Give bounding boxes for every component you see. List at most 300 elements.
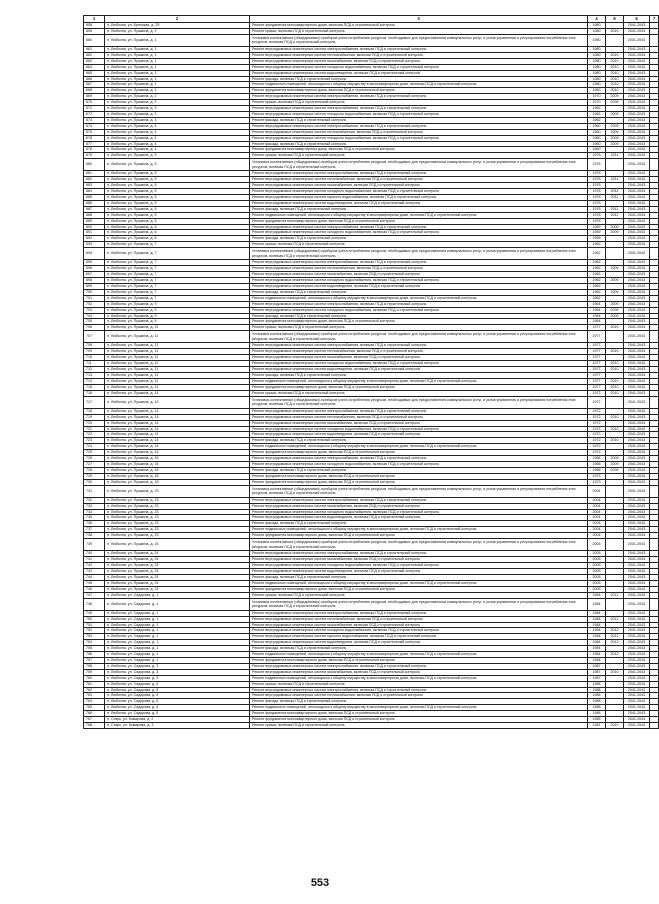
table-cell: 2041-2043: [624, 414, 650, 420]
table-cell: 717: [84, 396, 105, 408]
table-cell: 2010: [606, 384, 624, 390]
table-cell: п. Любохна, ул. Пушкина, д. 9: [105, 319, 250, 325]
table-cell: п. Любохна, ул. Сидорова, д. 1: [105, 592, 250, 598]
table-cell: п. Любохна, ул. Пушкина, д. 6: [105, 236, 250, 242]
table-cell: 664: [84, 64, 105, 70]
table-cell: Ремонт внутридомовых инженерных систем теплоснабжения, включая ПСД и строительный контроль: [250, 52, 588, 58]
table-cell: п. Любохна, ул. Сидорова, д. 3: [105, 675, 250, 681]
table-cell: 2004: [588, 521, 606, 527]
table-cell: 2041-2043: [624, 479, 650, 485]
table-cell: 2041-2043: [624, 722, 650, 728]
table-cell: 686: [84, 200, 105, 206]
table-cell: 719: [84, 414, 105, 420]
table-cell: 1976: [588, 153, 606, 159]
table-cell: [650, 34, 659, 46]
table-cell: п. Любохна, ул. Сидорова, д. 5: [105, 711, 250, 717]
table-row: [84, 248, 659, 260]
table-cell: п. Любохна, ул. Пушкина, д. 14: [105, 426, 250, 432]
table-cell: п. Любохна, ул. Пушкина, д. 23: [105, 533, 250, 539]
table-cell: 2010: [606, 58, 624, 64]
table-cell: 1972: [588, 390, 606, 396]
table-cell: [606, 159, 624, 171]
table-cell: 1962: [588, 242, 606, 248]
table-cell: 1988: [588, 681, 606, 687]
table-cell: 707: [84, 331, 105, 343]
table-cell: 1966: [588, 467, 606, 473]
table-cell: Ремонт подвальных помещений, относящихся к общему имуществу в многоквартирном доме, включая ПСД и строительный контроль: [250, 527, 588, 533]
table-cell: п. Любохна, ул. Пушкина, д. 7: [105, 248, 250, 260]
table-cell: 752: [84, 628, 105, 634]
table-cell: Ремонт внутридомовых инженерных систем электроснабжения, включая ПСД и строительный контроль: [250, 610, 588, 616]
table-cell: 1976: [588, 218, 606, 224]
table-cell: 2041-2043: [624, 497, 650, 503]
table-cell: Ремонт внутридомовых инженерных систем теплоснабжения, включая ПСД и строительный контроль: [250, 266, 588, 272]
table-cell: п. Любохна, ул. Сидорова, д. 1: [105, 622, 250, 628]
table-cell: п. Любохна, ул. Сидорова, д. 1: [105, 598, 250, 610]
table-cell: Ремонт фасада, включая ПСД и строительный контроль: [250, 372, 588, 378]
table-cell: п. Любохна, ул. Сидорова, д. 5: [105, 693, 250, 699]
table-cell: 1962: [588, 266, 606, 272]
table-cell: п. Любохна, ул. Пушкина, д. 3: [105, 111, 250, 117]
table-row: [84, 598, 659, 610]
table-cell: п. Любохна, ул. Пушкина, д. 5: [105, 206, 250, 212]
table-cell: 750: [84, 616, 105, 622]
table-cell: Ремонт внутридомовых инженерных систем электроснабжения, включая ПСД и строительный контроль: [250, 47, 588, 53]
table-cell: 2041-2043: [624, 242, 650, 248]
table-cell: п. Любохна, ул. Пушкина, д. 1: [105, 70, 250, 76]
table-cell: 2041-2043: [624, 82, 650, 88]
table-cell: 718: [84, 408, 105, 414]
table-cell: Ремонт внутридомовых инженерных систем холодного водоснабжения, включая ПСД и строительный контроль: [250, 563, 588, 569]
table-cell: Ремонт подвальных помещений, относящихся к общему имуществу в многоквартирном доме, включая ПСД и строительный контроль: [250, 212, 588, 218]
table-cell: п. Любохна, ул. Пушкина, д. 24: [105, 569, 250, 575]
table-cell: п. Любохна, ул. Пушкина, д. 11: [105, 343, 250, 349]
table-cell: п. Любохна, ул. Пушкина, д. 23: [105, 509, 250, 515]
table-cell: 755: [84, 646, 105, 652]
table-cell: 756: [84, 652, 105, 658]
table-cell: 693: [84, 242, 105, 248]
table-cell: п. Любохна, ул. Пушкина, д. 1: [105, 88, 250, 94]
table-cell: 2041-2043: [624, 117, 650, 123]
table-cell: 1987: [588, 663, 606, 669]
table-cell: п. Любохна, ул. Пушкина, д. 23: [105, 497, 250, 503]
table-cell: 2041-2043: [624, 34, 650, 46]
table-cell: 724: [84, 444, 105, 450]
table-cell: Ремонт крыши, включая ПСД и строительный контроль: [250, 722, 588, 728]
table-cell: [650, 598, 659, 610]
table-cell: 2041-2043: [624, 420, 650, 426]
table-cell: Ремонт внутридомовых инженерных систем газоснабжения, включая ПСД и строительный контроль: [250, 272, 588, 278]
table-cell: п. Любохна, ул. Сидорова, д. 5: [105, 681, 250, 687]
table-cell: п. Любохна, ул. Пушкина, д. 23: [105, 527, 250, 533]
table-cell: 2004: [588, 485, 606, 497]
table-cell: п. Любохна, ул. Пушкина, д. 7: [105, 272, 250, 278]
table-cell: [606, 248, 624, 260]
table-cell: 2041-2043: [624, 592, 650, 598]
table-cell: 660: [84, 34, 105, 46]
table-cell: Ремонт внутридомовых инженерных систем теплоснабжения, включая ПСД и строительный контроль: [250, 177, 588, 183]
table-cell: 1964: [588, 319, 606, 325]
table-cell: 683: [84, 183, 105, 189]
table-cell: Ремонт внутридомовых инженерных систем электроснабжения, включая ПСД и строительный контроль: [250, 106, 588, 112]
table-cell: 2041-2043: [624, 266, 650, 272]
table-cell: Ремонт внутридомовых инженерных систем холодного водоснабжения, включая ПСД и строительный контроль: [250, 64, 588, 70]
table-cell: п. Любохна, ул. Пушкина, д. 16: [105, 461, 250, 467]
table-cell: Ремонт внутридомовых инженерных систем электроснабжения, включая ПСД и строительный контроль: [250, 301, 588, 307]
table-cell: 696: [84, 266, 105, 272]
table-cell: 669: [84, 94, 105, 100]
table-cell: 1972: [588, 450, 606, 456]
table-cell: 2041-2043: [624, 153, 650, 159]
table-cell: 1964: [588, 307, 606, 313]
table-cell: Ремонт фундамента многоквартирного дома, включая ПСД и строительный контроль: [250, 319, 588, 325]
table-cell: Ремонт внутридомовых инженерных систем газоснабжения, включая ПСД и строительный контроль: [250, 58, 588, 64]
table-cell: п. Любохна, ул. Пушкина, д. 11: [105, 372, 250, 378]
table-cell: 713: [84, 372, 105, 378]
table-cell: 663: [84, 58, 105, 64]
table-cell: п. Любохна, ул. Пушкина, д. 5: [105, 195, 250, 201]
table-cell: 702: [84, 301, 105, 307]
table-cell: п. Любохна, ул. Пушкина, д. 14: [105, 420, 250, 426]
table-cell: п. Любохна, ул. Пушкина, д. 1: [105, 34, 250, 46]
table-cell: 2010: [606, 426, 624, 432]
table-cell: 1987: [588, 669, 606, 675]
table-cell: 1988: [588, 693, 606, 699]
table-cell: 725: [84, 450, 105, 456]
table-cell: 2041-2043: [624, 331, 650, 343]
table-cell: 2009: [606, 467, 624, 473]
table-cell: 2041-2043: [624, 355, 650, 361]
table-cell: Ремонт внутридомовых инженерных систем холодного водоснабжения, включая ПСД и строительный контроль: [250, 426, 588, 432]
table-cell: 2041-2043: [624, 47, 650, 53]
table-cell: 2009: [606, 266, 624, 272]
table-cell: п. Любохна, ул. Пушкина, д. 11: [105, 355, 250, 361]
table-cell: 2041-2043: [624, 248, 650, 260]
table-cell: 2009: [606, 230, 624, 236]
column-header: 4: [588, 16, 606, 23]
table-cell: Ремонт внутридомовых инженерных систем водоотведения, включая ПСД и строительный контроль: [250, 515, 588, 521]
table-cell: п. Любохна, ул. Сидорова, д. 5: [105, 705, 250, 711]
table-cell: 2041-2043: [624, 141, 650, 147]
table-cell: 732: [84, 497, 105, 503]
table-cell: Установка коллективных (общедомовых) приборов учета потребления ресурсов, необходимых для предоставления коммунальных услуг, и узлов управления и регулирования потребления этих ресурсов, включая ПСД и строительный контроль: [250, 539, 588, 551]
table-cell: 2005: [588, 551, 606, 557]
table-cell: 1976: [588, 183, 606, 189]
table-cell: п. Любохна, ул. Сидорова, д. 1: [105, 634, 250, 640]
table-cell: п. Любохна, ул. Пушкина, д. 6: [105, 224, 250, 230]
table-cell: 687: [84, 206, 105, 212]
table-cell: Ремонт внутридомовых инженерных систем электроснабжения, включая ПСД и строительный контроль: [250, 260, 588, 266]
table-cell: 703: [84, 307, 105, 313]
table-cell: 2041-2043: [624, 628, 650, 634]
table-cell: 2041-2043: [624, 663, 650, 669]
table-cell: 1984: [588, 634, 606, 640]
table-cell: Ремонт внутридомовых инженерных систем теплоснабжения, включая ПСД и строительный контроль: [250, 414, 588, 420]
table-cell: 1980: [588, 64, 606, 70]
table-cell: Ремонт внутридомовых инженерных систем горячего водоснабжения, включая ПСД и строительный контроль: [250, 195, 588, 201]
table-cell: Ремонт внутридомовых инженерных систем газоснабжения, включая ПСД и строительный контроль: [250, 503, 588, 509]
table-cell: п. Любохна, ул. Пушкина, д. 4: [105, 135, 250, 141]
table-cell: 1977: [588, 343, 606, 349]
table-cell: 1984: [588, 640, 606, 646]
table-cell: Ремонт подвальных помещений, относящихся к общему имуществу в многоквартирном доме, включая ПСД и строительный контроль: [250, 378, 588, 384]
table-cell: 761: [84, 681, 105, 687]
table-cell: 2041-2043: [624, 195, 650, 201]
table-cell: 763: [84, 693, 105, 699]
table-cell: 2041-2043: [624, 705, 650, 711]
table-cell: 2041-2043: [624, 236, 650, 242]
table-cell: 2041-2043: [624, 485, 650, 497]
table-cell: п. Любохна, ул. Пушкина, д. 14: [105, 438, 250, 444]
table-cell: 685: [84, 195, 105, 201]
table-cell: п. Любохна, ул. Пушкина, д. 24: [105, 563, 250, 569]
table-cell: Ремонт внутридомовых инженерных систем электроснабжения, включая ПСД и строительный контроль: [250, 224, 588, 230]
table-cell: 1980: [588, 76, 606, 82]
table-cell: 673: [84, 117, 105, 123]
table-cell: 659: [84, 28, 105, 34]
table-cell: [606, 539, 624, 551]
table-cell: 1980: [588, 23, 606, 29]
table-cell: 1972: [588, 408, 606, 414]
table-cell: 2009: [606, 135, 624, 141]
table-cell: [650, 248, 659, 260]
table-cell: Ремонт внутридомовых инженерных систем холодного водоснабжения, включая ПСД и строительный контроль: [250, 189, 588, 195]
table-cell: Ремонт фундамента многоквартирного дома, включая ПСД и строительный контроль: [250, 450, 588, 456]
table-cell: [650, 539, 659, 551]
table-cell: 2041-2043: [624, 100, 650, 106]
table-cell: 1977: [588, 325, 606, 331]
table-cell: 2041-2043: [624, 123, 650, 129]
table-cell: 701: [84, 295, 105, 301]
table-cell: п. Любохна, ул. Пушкина, д. 1: [105, 58, 250, 64]
table-cell: п. Любохна, ул. Сидорова, д. 1: [105, 646, 250, 652]
table-cell: 764: [84, 699, 105, 705]
table-cell: Ремонт фасада, включая ПСД и строительный контроль: [250, 236, 588, 242]
table-cell: Ремонт фундамента многоквартирного дома, включая ПСД и строительный контроль: [250, 717, 588, 723]
table-cell: п. Любохна, ул. Пушкина, д. 7: [105, 289, 250, 295]
table-cell: 2041-2043: [624, 76, 650, 82]
table-cell: Установка коллективных (общедомовых) приборов учета потребления ресурсов, необходимых для предоставления коммунальных услуг, и узлов управления и регулирования потребления этих ресурсов, включая ПСД и строительный контроль: [250, 248, 588, 260]
table-cell: п. Любохна, ул. Сидорова, д. 3: [105, 663, 250, 669]
table-cell: 2041-2043: [624, 106, 650, 112]
table-cell: Ремонт внутридомовых инженерных систем водоотведения, включая ПСД и строительный контроль: [250, 367, 588, 373]
table-cell: 2041-2043: [624, 569, 650, 575]
table-cell: 712: [84, 367, 105, 373]
table-cell: 1977: [588, 367, 606, 373]
table-cell: п. Любохна, ул. Пушкина, д. 18: [105, 473, 250, 479]
table-cell: 2010: [606, 367, 624, 373]
table-cell: п. Любохна, ул. Пушкина, д. 5: [105, 218, 250, 224]
table-cell: 766: [84, 711, 105, 717]
table-cell: 2041-2043: [624, 551, 650, 557]
table-row: [84, 159, 659, 171]
table-cell: п. Старь, ул. Комарова, д. 2: [105, 717, 250, 723]
table-cell: Ремонт внутридомовых инженерных систем теплоснабжения, включая ПСД и строительный контроль: [250, 616, 588, 622]
table-cell: 2009: [606, 123, 624, 129]
table-header-row: [84, 16, 659, 23]
table-cell: п. Любохна, ул. Пушкина, д. 5: [105, 159, 250, 171]
table-cell: 1977: [588, 378, 606, 384]
table-cell: 706: [84, 325, 105, 331]
table-cell: 2041-2043: [624, 646, 650, 652]
table-cell: 1970: [588, 100, 606, 106]
table-cell: п. Любохна, ул. Пушкина, д. 3: [105, 117, 250, 123]
table-cell: 2041-2043: [624, 23, 650, 29]
table-cell: 2041-2043: [624, 206, 650, 212]
table-cell: 2041-2043: [624, 384, 650, 390]
table-cell: Ремонт фундамента многоквартирного дома, включая ПСД и строительный контроль: [250, 473, 588, 479]
table-cell: 2041-2043: [624, 598, 650, 610]
table-cell: 2041-2043: [624, 693, 650, 699]
table-cell: 1962: [588, 106, 606, 112]
table-cell: Ремонт крыши, включая ПСД и строительный контроль: [250, 592, 588, 598]
table-cell: 722: [84, 432, 105, 438]
table-cell: Ремонт внутридомовых инженерных систем электроснабжения, включая ПСД и строительный контроль: [250, 123, 588, 129]
table-cell: 2012: [606, 592, 624, 598]
table-cell: 2010: [606, 70, 624, 76]
table-cell: Ремонт подвальных помещений, относящихся к общему имуществу в многоквартирном доме, включая ПСД и строительный контроль: [250, 705, 588, 711]
table-cell: п. Любохна, ул. Пушкина, д. 14: [105, 444, 250, 450]
table-cell: п. Любохна, ул. Сидорова, д. 1: [105, 616, 250, 622]
table-cell: 2010: [606, 64, 624, 70]
table-cell: Ремонт внутридомовых инженерных систем холодного водоснабжения, включая ПСД и строительный контроль: [250, 307, 588, 313]
table-cell: 1984: [588, 657, 606, 663]
table-cell: 2005: [588, 569, 606, 575]
table-cell: Ремонт фундамента многоквартирного дома, включая ПСД и строительный контроль: [250, 711, 588, 717]
table-cell: 2041-2043: [624, 717, 650, 723]
table-cell: Ремонт крыши, включая ПСД и строительный контроль: [250, 681, 588, 687]
table-cell: 710: [84, 355, 105, 361]
table-cell: 734: [84, 509, 105, 515]
table-cell: Ремонт фундамента многоквартирного дома, включая ПСД и строительный контроль: [250, 384, 588, 390]
table-cell: 2041-2043: [624, 70, 650, 76]
table-cell: п. Любохна, ул. Пушкина, д. 23: [105, 521, 250, 527]
table-cell: [650, 396, 659, 408]
table-cell: 705: [84, 319, 105, 325]
table-cell: 2041-2043: [624, 367, 650, 373]
table-cell: Установка коллективных (общедомовых) приборов учета потребления ресурсов, необходимых для предоставления коммунальных услуг, и узлов управления и регулирования потребления этих ресурсов, включая ПСД и строительный контроль: [250, 331, 588, 343]
table-cell: 2004: [588, 533, 606, 539]
table-cell: 2004: [588, 527, 606, 533]
table-cell: 2041-2043: [624, 272, 650, 278]
table-cell: 1976: [588, 206, 606, 212]
table-cell: 730: [84, 479, 105, 485]
table-cell: 2041-2043: [624, 129, 650, 135]
table-cell: п. Любохна, ул. Пушкина, д. 11: [105, 384, 250, 390]
table-cell: Ремонт подвальных помещений, относящихся к общему имуществу в многоквартирном доме, включая ПСД и строительный контроль: [250, 675, 588, 681]
table-cell: 2012: [606, 634, 624, 640]
table-cell: 2041-2043: [624, 711, 650, 717]
table-cell: 697: [84, 272, 105, 278]
table-cell: 1984: [588, 652, 606, 658]
table-cell: Ремонт фундамента многоквартирного дома, включая ПСД и строительный контроль: [250, 586, 588, 592]
table-cell: 2041-2043: [624, 135, 650, 141]
table-cell: п. Любохна, ул. Пушкина, д. 24: [105, 539, 250, 551]
table-cell: 2041-2043: [624, 372, 650, 378]
table-cell: 738: [84, 533, 105, 539]
table-cell: 729: [84, 473, 105, 479]
table-cell: 2041-2043: [624, 687, 650, 693]
table-cell: Ремонт крыши, включая ПСД и строительный контроль: [250, 242, 588, 248]
table-cell: Ремонт фасада, включая ПСД и строительный контроль: [250, 206, 588, 212]
table-cell: 1988: [588, 705, 606, 711]
table-cell: п. Любохна, ул. Пушкина, д. 24: [105, 574, 250, 580]
table-cell: 768: [84, 722, 105, 728]
table-cell: 1984: [588, 598, 606, 610]
table-cell: 2011: [606, 195, 624, 201]
table-cell: п. Любохна, ул. Пушкина, д. 5: [105, 200, 250, 206]
table-cell: 1976: [588, 177, 606, 183]
table-cell: Ремонт внутридомовых инженерных систем холодного водоснабжения, включая ПСД и строительный контроль: [250, 278, 588, 284]
table-cell: 714: [84, 378, 105, 384]
table-cell: п. Любохна, ул. Сидорова, д. 1: [105, 652, 250, 658]
table-cell: 2011: [606, 177, 624, 183]
table-cell: п. Любохна, ул. Пушкина, д. 23: [105, 515, 250, 521]
table-cell: 681: [84, 171, 105, 177]
table-cell: Установка коллективных (общедомовых) приборов учета потребления ресурсов, необходимых для предоставления коммунальных услуг, и узлов управления и регулирования потребления этих ресурсов, включая ПСД и строительный контроль: [250, 159, 588, 171]
table-cell: 2005: [588, 574, 606, 580]
table-cell: 677: [84, 141, 105, 147]
table-cell: Ремонт внутридомовых инженерных систем водоотведения, включая ПСД и строительный контроль: [250, 432, 588, 438]
table-cell: 1977: [588, 355, 606, 361]
table-cell: 709: [84, 349, 105, 355]
table-cell: п. Любохна, ул. Сидорова, д. 3: [105, 669, 250, 675]
table-cell: 1980: [588, 70, 606, 76]
table-cell: Ремонт фундамента многоквартирного дома, включая ПСД и строительный контроль: [250, 479, 588, 485]
column-header: 3: [250, 16, 588, 23]
table-cell: 2041-2043: [624, 610, 650, 616]
table-cell: 749: [84, 610, 105, 616]
table-cell: 668: [84, 88, 105, 94]
table-cell: 1980: [588, 28, 606, 34]
table-cell: п. Любохна, ул. Пушкина, д. 14: [105, 450, 250, 456]
table-cell: Ремонт внутридомовых инженерных систем холодного водоснабжения, включая ПСД и строительный контроль: [250, 509, 588, 515]
table-cell: 1959: [588, 224, 606, 230]
table-cell: 698: [84, 278, 105, 284]
table-cell: 682: [84, 177, 105, 183]
table-cell: 2010: [606, 82, 624, 88]
table-cell: Ремонт крыши, включая ПСД и строительный контроль: [250, 153, 588, 159]
table-cell: 2005: [588, 557, 606, 563]
table-cell: Ремонт внутридомовых инженерных систем газоснабжения, включая ПСД и строительный контроль: [250, 420, 588, 426]
table-cell: 2012: [606, 628, 624, 634]
table-row: [84, 722, 659, 728]
table-cell: 2010: [606, 361, 624, 367]
table-cell: Ремонт фасада, включая ПСД и строительный контроль: [250, 521, 588, 527]
table-cell: 748: [84, 598, 105, 610]
table-cell: 1966: [588, 461, 606, 467]
table-cell: Ремонт внутридомовых инженерных систем теплоснабжения, включая ПСД и строительный контроль: [250, 693, 588, 699]
table-cell: 1960: [588, 141, 606, 147]
table-cell: п. Любохна, ул. Пушкина, д. 24: [105, 580, 250, 586]
table-cell: п. Любохна, ул. Пушкина, д. 1: [105, 76, 250, 82]
table-cell: 2009: [606, 301, 624, 307]
table-cell: 2010: [606, 28, 624, 34]
table-cell: п. Любохна, ул. Сидорова, д. 5: [105, 699, 250, 705]
table-cell: 1962: [588, 111, 606, 117]
table-cell: 670: [84, 100, 105, 106]
table-cell: Ремонт подвальных помещений, относящихся к общему имуществу в многоквартирном доме, включая ПСД и строительный контроль: [250, 295, 588, 301]
table-cell: 2041-2043: [624, 301, 650, 307]
table-cell: 2009: [606, 94, 624, 100]
table-cell: 1980: [588, 34, 606, 46]
table-cell: 671: [84, 106, 105, 112]
table-cell: Ремонт фундамента многоквартирного дома, включая ПСД и строительный контроль: [250, 88, 588, 94]
table-cell: 708: [84, 343, 105, 349]
table-cell: п. Любохна, ул. Пушкина, д. 14: [105, 432, 250, 438]
table-cell: 1962: [588, 278, 606, 284]
table-cell: 2004: [588, 515, 606, 521]
